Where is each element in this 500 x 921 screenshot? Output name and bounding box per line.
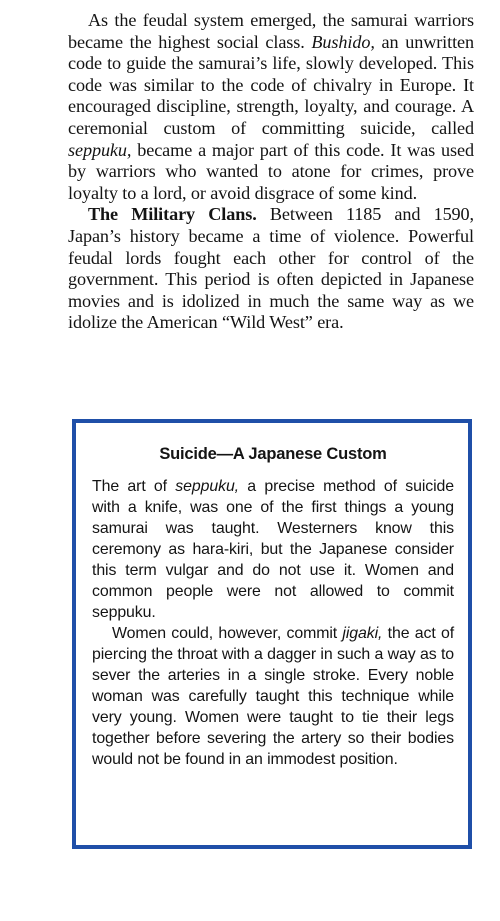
- article-paragraph-2: [68, 204, 474, 334]
- term-seppuku: seppuku,: [68, 139, 132, 160]
- article-paragraph-1: [68, 10, 474, 204]
- sidebar-paragraph-2: [92, 623, 454, 770]
- text-segment: an unwritten code to guide the samurai’s life, slowly developed. This code was similar to the code of chivalry in Europe. It encouraged discipline, strength, loyalty, and courage. A ceremonial custom of committing suicide, called: [68, 31, 475, 138]
- text-segment: a precise method of suicide with a knife, was one of the first things a young samurai was taught. Westerners know this ceremony as hara-kiri, but the Japanese consider this term vulgar and do not use it. Women and common people were not allowed to commit seppuku.: [92, 478, 454, 621]
- sidebar-box: [72, 419, 472, 849]
- text-segment: Women could, however, commit: [112, 625, 343, 642]
- section-heading: The Military Clans.: [88, 204, 257, 225]
- text-segment: became a major part of this code. It was used by warriors who wanted to atone for crimes, prove loyalty to a lord, or avoid disgrace of some kind.: [68, 139, 474, 203]
- article-body: [68, 10, 474, 334]
- term-jigaki: jigaki,: [342, 625, 383, 642]
- term-bushido: Bushido,: [311, 31, 375, 52]
- text-segment: the act of piercing the throat with a dagger in such a way as to sever the arteries in a single stroke. Every noble woman was carefully taught this technique while very young. Women were taught to tie their legs together before severing the artery so their bodies would not be found in an immodest position.: [92, 625, 455, 768]
- text-segment: The art of: [92, 478, 176, 495]
- text-segment: As the feudal system emerged, the samurai warriors became the highest social class.: [68, 10, 474, 52]
- term-seppuku: seppuku,: [175, 478, 239, 495]
- sidebar-title: Suicide—A Japanese Custom: [159, 445, 387, 463]
- text-segment: Between 1185 and 1590, Japan’s history became a time of violence. Powerful feudal lords fought each other for control of the government. This period is often depicted in Japanese movies and is idolized in much the same way as we idolize the American “Wild West” era.: [68, 204, 474, 333]
- sidebar-paragraph-1: [92, 476, 454, 623]
